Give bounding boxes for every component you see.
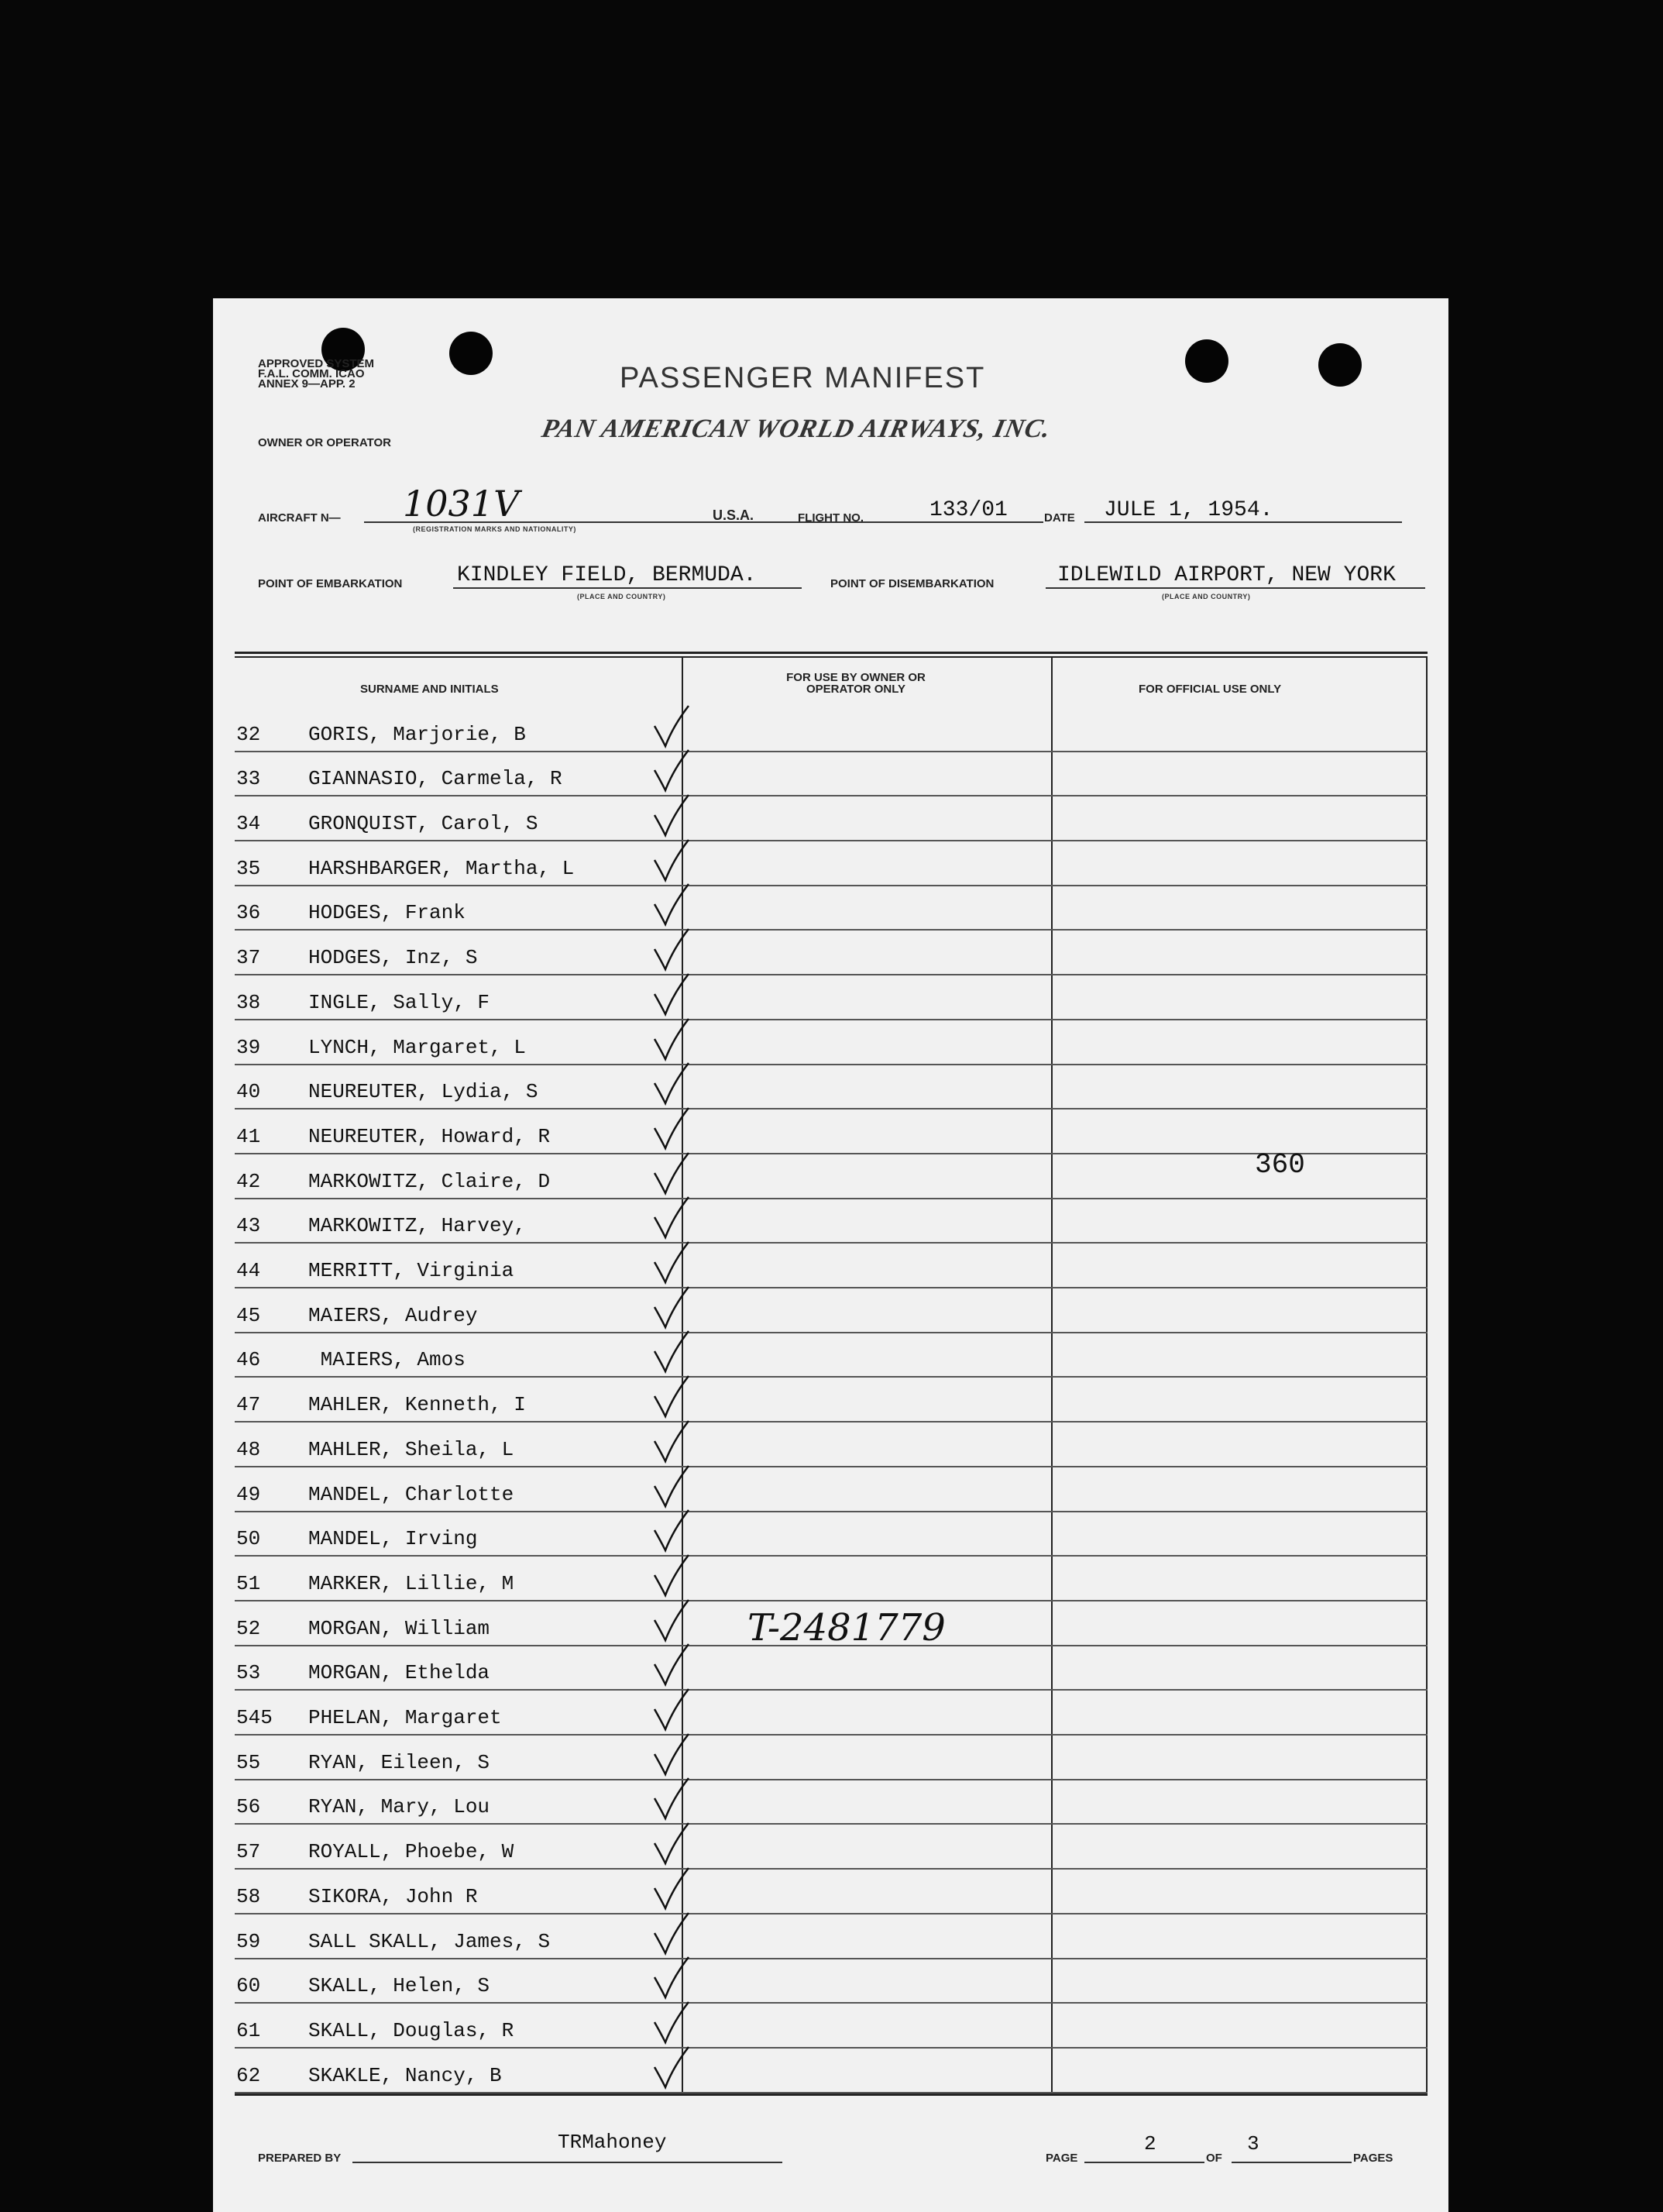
usa-label: U.S.A. [713,507,754,523]
table-row [235,1108,1428,1154]
passenger-number: 41 [236,1124,261,1148]
checkmark-icon [650,1418,692,1464]
passenger-name: HARSHBARGER, Martha, L [308,856,575,880]
checkmark-icon [650,1954,692,2000]
passenger-name: MANDEL, Charlotte [308,1482,514,1506]
checkmark-icon [650,1373,692,1419]
passenger-number: 53 [236,1661,261,1685]
checkmark-icon [650,1775,692,1822]
checkmark-icon [650,1820,692,1866]
passenger-name: MAHLER, Kenneth, I [308,1393,526,1417]
embark-value: KINDLEY FIELD, BERMUDA. [457,563,757,587]
checkmark-icon [650,1910,692,1956]
official-note: 360 [1255,1149,1305,1181]
table-row [235,1287,1428,1333]
passenger-name: MARKER, Lillie, M [308,1571,514,1595]
passenger-name: GRONQUIST, Carol, S [308,812,538,836]
table-row [235,1019,1428,1065]
owner-label: OWNER OR OPERATOR [258,436,391,449]
table-row [235,885,1428,931]
passenger-name: SKAKLE, Nancy, B [308,2063,502,2087]
passenger-number: 51 [236,1571,261,1595]
table-row [235,795,1428,841]
aircraft-label: AIRCRAFT N— [258,511,341,525]
passenger-number: 46 [236,1348,261,1372]
checkmark-icon [650,1105,692,1151]
checkmark-icon [650,837,692,883]
table-row [235,1779,1428,1825]
passenger-number: 43 [236,1214,261,1238]
passenger-number: 37 [236,946,261,970]
prepared-line [352,2162,782,2163]
table-row [235,2047,1428,2093]
checkmark-icon [650,1194,692,1240]
passenger-name: GORIS, Marjorie, B [308,722,526,746]
passenger-number: 38 [236,990,261,1014]
manifest-sheet [213,298,1448,2212]
page-line [1084,2162,1204,2163]
passenger-name: HODGES, Inz, S [308,946,478,970]
table-row [235,974,1428,1020]
table-bottom-rule [235,2093,1428,2096]
passenger-number: 35 [236,856,261,880]
table-row [235,1958,1428,2004]
table-row [235,1913,1428,1959]
passenger-number: 47 [236,1393,261,1417]
passenger-number: 52 [236,1616,261,1640]
passenger-number: 34 [236,812,261,836]
checkmark-icon [650,1999,692,2045]
passenger-number: 59 [236,1929,261,1953]
checkmark-icon [650,1016,692,1062]
table-row [235,1377,1428,1423]
page-label: PAGE [1046,2152,1078,2165]
checkmark-icon [650,926,692,972]
table-row [235,1153,1428,1199]
passenger-number: 545 [236,1706,273,1730]
table-top-rule-2 [235,656,1428,658]
table-row [235,706,1428,752]
checkmark-icon [650,1284,692,1330]
disembark-line [1046,587,1425,589]
passenger-number: 61 [236,2018,261,2042]
date-label: DATE [1044,511,1075,525]
passenger-name: MARKOWITZ, Harvey, [308,1214,526,1238]
passenger-number: 55 [236,1750,261,1774]
table-row [235,1242,1428,1288]
punch-hole [449,332,493,375]
of-line [1232,2162,1352,2163]
checkmark-icon [650,1507,692,1553]
aircraft-sublabel: (REGISTRATION MARKS AND NATIONALITY) [413,525,576,533]
checkmark-icon [650,2044,692,2090]
prepared-label: PREPARED BY [258,2152,342,2165]
ticket-note: T-2481779 [747,1606,946,1650]
airline-name: PAN AMERICAN WORLD AIRWAYS, INC. [539,415,1054,443]
passenger-number: 49 [236,1482,261,1506]
table-row [235,1332,1428,1378]
passenger-number: 40 [236,1080,261,1104]
passenger-name: RYAN, Mary, Lou [308,1795,490,1819]
punch-hole [1185,339,1228,383]
passenger-name: GIANNASIO, Carmela, R [308,767,562,791]
table-row [235,751,1428,797]
passenger-name: HODGES, Frank [308,901,466,925]
passenger-name: MANDEL, Irving [308,1527,478,1551]
passenger-name: ROYALL, Phoebe, W [308,1840,514,1864]
flight-value: 133/01 [929,498,1008,522]
column-header-official: FOR OFFICIAL USE ONLY [1139,683,1282,696]
passenger-name: NEUREUTER, Lydia, S [308,1080,538,1104]
column-header-owner: FOR USE BY OWNER OR OPERATOR ONLY [786,671,926,696]
table-row [235,1466,1428,1512]
passenger-number: 57 [236,1840,261,1864]
passenger-number: 36 [236,901,261,925]
table-row [235,1555,1428,1601]
table-row [235,1689,1428,1736]
checkmark-icon [650,1239,692,1285]
checkmark-icon [650,1552,692,1598]
table-row [235,1198,1428,1244]
table-row [235,840,1428,886]
checkmark-icon [650,1150,692,1196]
table-row [235,1064,1428,1110]
checkmark-icon [650,1686,692,1732]
date-value: JULE 1, 1954. [1104,498,1273,522]
passenger-name: PHELAN, Margaret [308,1706,502,1730]
table-row [235,1511,1428,1557]
passenger-number: 50 [236,1527,261,1551]
of-value: 3 [1247,2132,1259,2155]
checkmark-icon [650,971,692,1017]
passenger-name: SIKORA, John R [308,1884,478,1908]
column-header-surname: SURNAME AND INITIALS [360,683,499,696]
passenger-number: 39 [236,1035,261,1059]
passenger-number: 48 [236,1437,261,1461]
table-row [235,1421,1428,1467]
checkmark-icon [650,1597,692,1643]
passenger-name: MAIERS, Audrey [308,1303,478,1327]
page-title: PASSENGER MANIFEST [620,362,986,394]
passenger-name: MARKOWITZ, Claire, D [308,1169,551,1193]
table-row [235,1824,1428,1870]
passenger-name: INGLE, Sally, F [308,990,490,1014]
passenger-number: 56 [236,1795,261,1819]
table-row [235,930,1428,976]
embark-line [453,587,802,589]
passenger-number: 33 [236,767,261,791]
passenger-name: NEUREUTER, Howard, R [308,1124,551,1148]
passenger-name: MAHLER, Sheila, L [308,1437,514,1461]
aircraft-value: 1031V [403,483,520,525]
checkmark-icon [650,1463,692,1509]
disembark-label: POINT OF DISEMBARKATION [830,577,995,590]
prepared-value: TRMahoney [558,2131,667,2154]
of-label: OF [1206,2152,1222,2165]
passenger-name: MORGAN, William [308,1616,490,1640]
passenger-name: MORGAN, Ethelda [308,1661,490,1685]
table-row [235,2002,1428,2049]
checkmark-icon [650,1641,692,1687]
embark-label: POINT OF EMBARKATION [258,577,403,590]
passenger-name: RYAN, Eileen, S [308,1750,490,1774]
checkmark-icon [650,792,692,838]
passenger-name: SKALL, Douglas, R [308,2018,514,2042]
passenger-number: 58 [236,1884,261,1908]
checkmark-icon [650,747,692,793]
passenger-number: 42 [236,1169,261,1193]
checkmark-icon [650,1060,692,1106]
approval-stamp: APPROVED SYSTEM F.A.L. COMM. ICAO ANNEX 9—APP. 2 [258,357,375,390]
passenger-name: SKALL, Helen, S [308,1974,490,1998]
passenger-number: 60 [236,1974,261,1998]
table-top-rule [235,652,1428,654]
passenger-number: 44 [236,1259,261,1283]
checkmark-icon [650,881,692,927]
table-row [235,1734,1428,1780]
passenger-number: 32 [236,722,261,746]
passenger-number: 62 [236,2063,261,2087]
checkmark-icon [650,703,692,749]
checkmark-icon [650,1328,692,1374]
embark-sublabel: (PLACE AND COUNTRY) [577,593,666,600]
table-row [235,1645,1428,1691]
flight-label: FLIGHT NO. [798,511,864,525]
pages-label: PAGES [1353,2152,1393,2165]
page-value: 2 [1144,2132,1156,2155]
table-row [235,1868,1428,1914]
passenger-name: LYNCH, Margaret, L [308,1035,526,1059]
passenger-name: MERRITT, Virginia [308,1259,514,1283]
checkmark-icon [650,1865,692,1911]
passenger-number: 45 [236,1303,261,1327]
disembark-sublabel: (PLACE AND COUNTRY) [1162,593,1251,600]
passenger-name: MAIERS, Amos [308,1348,466,1372]
passenger-name: SALL SKALL, James, S [308,1929,551,1953]
disembark-value: IDLEWILD AIRPORT, NEW YORK [1057,563,1396,587]
checkmark-icon [650,1731,692,1777]
punch-hole [1318,343,1362,387]
